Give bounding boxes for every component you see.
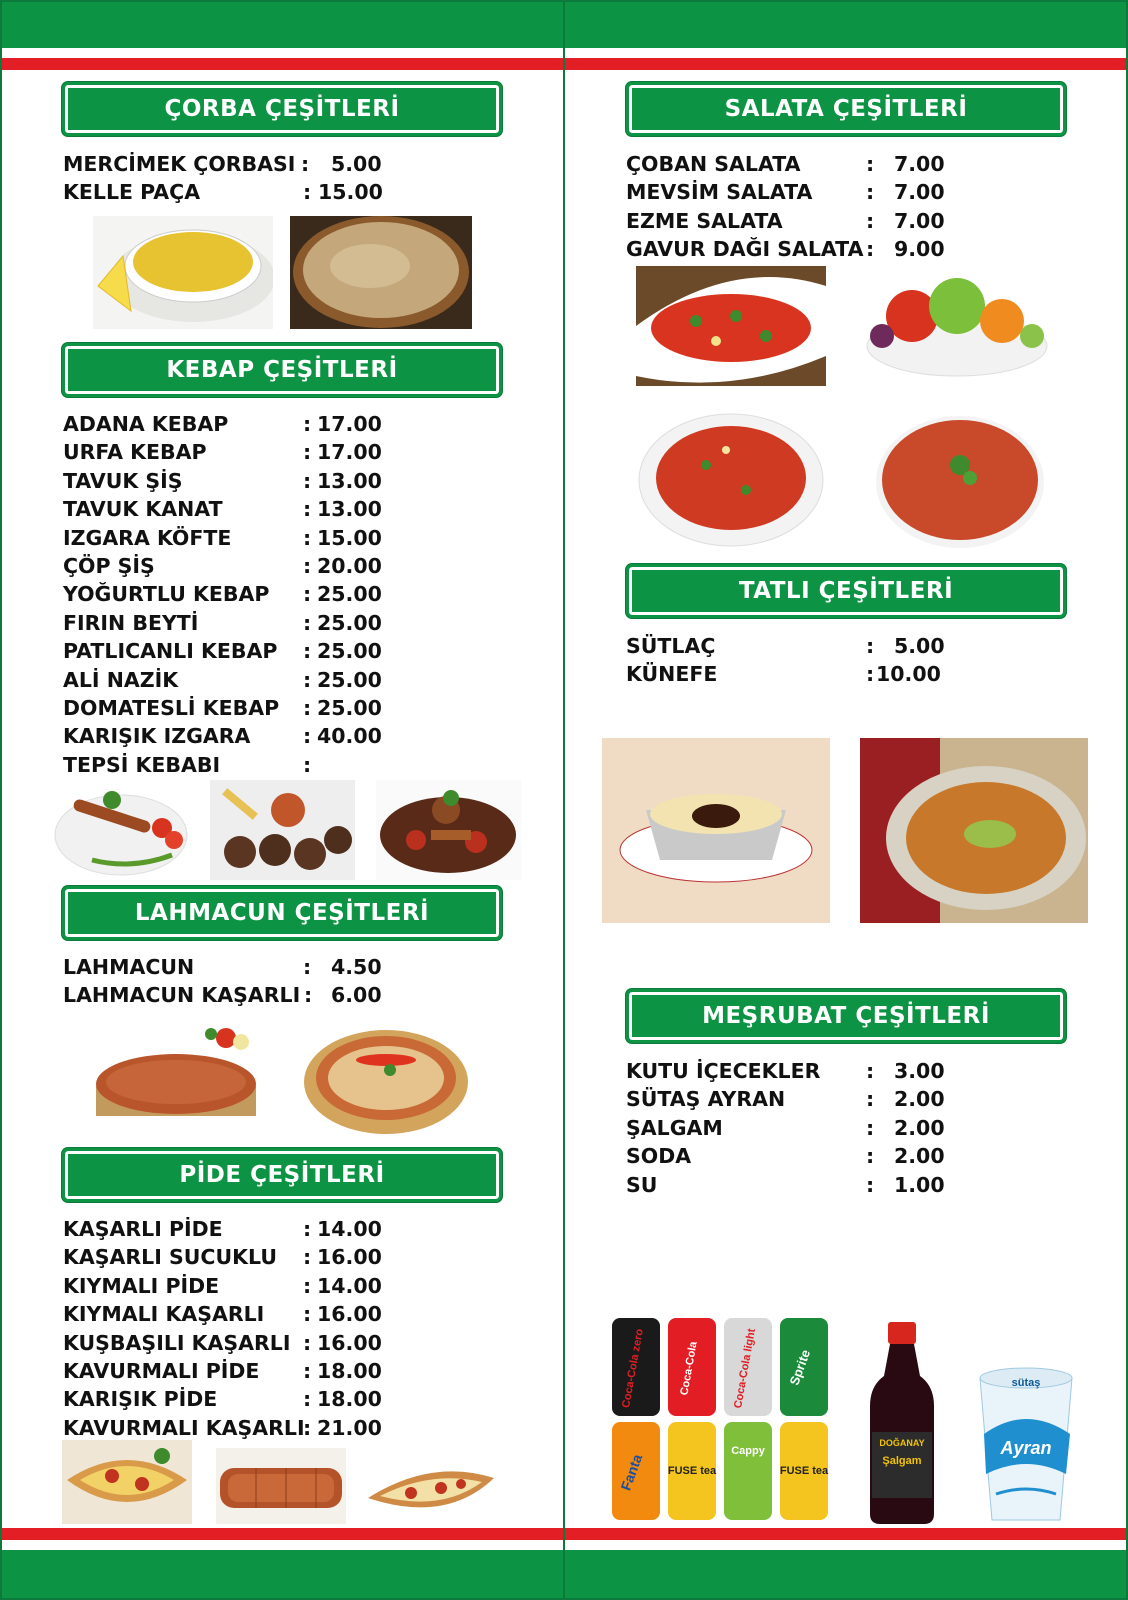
page-divider (563, 0, 565, 1600)
menu-item: KUŞBAŞILI KAŞARLI : 16.00 (63, 1330, 382, 1355)
menu-item: TEPSİ KEBABI : (63, 752, 312, 777)
menu-list-mesrubat (626, 1057, 956, 1199)
menu-item: KIYMALI PİDE : 14.00 (63, 1273, 382, 1298)
adana-kebap-photo (52, 780, 190, 880)
menu-list-salata (626, 150, 956, 264)
menu-item: ALİ NAZİK : 25.00 (63, 667, 382, 692)
menu-item: YOĞURTLU KEBAP : 25.00 (63, 582, 382, 607)
section-heading-corba: ÇORBA ÇEŞİTLERİ (62, 82, 502, 136)
mevsim-salata-photo (862, 266, 1052, 381)
salgam-name-label: Şalgam (882, 1455, 922, 1467)
menu-item: SÜTAŞ AYRAN : 2.00 (626, 1087, 945, 1112)
menu-item: SU : 1.00 (626, 1172, 945, 1197)
pide-photo-1 (62, 1440, 192, 1524)
can-label: Cappy (731, 1445, 765, 1457)
can-label: FUSE tea (779, 1465, 829, 1477)
ezme-salata-photo (636, 410, 826, 550)
gavur-dagi-salata-photo (870, 410, 1050, 550)
menu-item: KARIŞIK IZGARA : 40.00 (63, 724, 382, 749)
pide-photo-3 (366, 1448, 496, 1524)
ayran-name-label: Ayran (1000, 1438, 1052, 1458)
lahmacun-kasarli-photo (300, 1020, 472, 1136)
can-label: Fanta (617, 1452, 646, 1493)
drink-cans-photo (608, 1314, 832, 1524)
menu-item: KUTU İÇECEKLER : 3.00 (626, 1059, 945, 1083)
menu-list-tatli (626, 632, 956, 689)
kofte-photo (210, 780, 355, 880)
menu-item: LAHMACUN KAŞARLI : 6.00 (63, 983, 382, 1008)
menu-list-kebap (63, 410, 393, 779)
section-heading-tatli: TATLI ÇEŞİTLERİ (626, 564, 1066, 618)
kelle-paca-photo (290, 216, 472, 329)
salgam-brand-label: DOĞANAY (879, 1438, 925, 1448)
menu-item: EZME SALATA : 7.00 (626, 208, 945, 233)
menu-item: KARIŞIK PİDE : 18.00 (63, 1387, 382, 1412)
kunefe-photo (860, 738, 1088, 923)
menu-item: URFA KEBAP : 17.00 (63, 440, 382, 465)
menu-item: IZGARA KÖFTE : 15.00 (63, 525, 382, 550)
menu-item: ÇÖP ŞİŞ : 20.00 (63, 553, 382, 578)
item-name: MERCİMEK ÇORBASI (63, 152, 296, 176)
sutlac-photo (602, 738, 830, 923)
menu-item: MEVSİM SALATA : 7.00 (626, 180, 945, 205)
section-heading-mesrubat: MEŞRUBAT ÇEŞİTLERİ (626, 989, 1066, 1043)
menu-item: ÇOBAN SALATA : 7.00 (626, 152, 945, 176)
coban-salata-photo (636, 266, 826, 386)
section-heading-lahmacun: LAHMACUN ÇEŞİTLERİ (62, 886, 502, 940)
section-heading-salata: SALATA ÇEŞİTLERİ (626, 82, 1066, 136)
can-label: FUSE tea (667, 1465, 717, 1477)
menu-list-lahmacun (63, 953, 393, 1010)
menu-list-pide (63, 1215, 393, 1442)
menu-list-corba (63, 150, 393, 207)
menu-item: KÜNEFE : 10.00 (626, 662, 941, 687)
menu-item: FIRIN BEYTİ : 25.00 (63, 610, 382, 635)
menu-item: KAVURMALI KAŞARLI : 21.00 (63, 1415, 382, 1440)
menu-item: KAŞARLI SUCUKLU : 16.00 (63, 1245, 382, 1270)
pide-photo-2 (216, 1448, 346, 1524)
can-label: Coca-Cola (678, 1340, 700, 1397)
menu-item: KELLE PAÇA : 15.00 (63, 178, 393, 206)
menu-item: SODA : 2.00 (626, 1144, 945, 1169)
menu-item: SÜTLAÇ : 5.00 (626, 634, 945, 658)
can-label: Sprite (786, 1347, 814, 1388)
menu-item: MERCİMEK ÇORBASI : 5.00 (63, 150, 393, 178)
can-label: Coca-Cola light (732, 1327, 758, 1410)
menu-item: TAVUK KANAT : 13.00 (63, 497, 382, 522)
menu-item: ADANA KEBAP : 17.00 (63, 412, 382, 436)
can-label: Coca-Cola zero (620, 1328, 646, 1409)
menu-item: KIYMALI KAŞARLI : 16.00 (63, 1302, 382, 1327)
menu-item: ŞALGAM : 2.00 (626, 1115, 945, 1140)
section-heading-kebap: KEBAP ÇEŞİTLERİ (62, 343, 502, 397)
item-name: KELLE PAÇA (63, 180, 201, 205)
salgam-bottle-photo (866, 1322, 938, 1524)
ayran-cup-photo (976, 1364, 1076, 1524)
mercimek-soup-photo (93, 216, 273, 329)
item-price: 15.00 (318, 180, 383, 205)
menu-item: KAŞARLI PİDE : 14.00 (63, 1217, 382, 1241)
menu-item: GAVUR DAĞI SALATA : 9.00 (626, 237, 945, 262)
menu-item: LAHMACUN : 4.50 (63, 955, 382, 979)
lahmacun-photo (86, 1016, 268, 1136)
karisik-izgara-photo (376, 780, 521, 880)
menu-item: KAVURMALI PİDE : 18.00 (63, 1358, 382, 1383)
menu-item: DOMATESLİ KEBAP : 25.00 (63, 695, 382, 720)
menu-item: PATLICANLI KEBAP : 25.00 (63, 639, 382, 664)
menu-item: TAVUK ŞİŞ : 13.00 (63, 468, 382, 493)
section-heading-pide: PİDE ÇEŞİTLERİ (62, 1148, 502, 1202)
ayran-brand-label: sütaş (1011, 1377, 1041, 1389)
item-price: 5.00 (331, 152, 382, 176)
